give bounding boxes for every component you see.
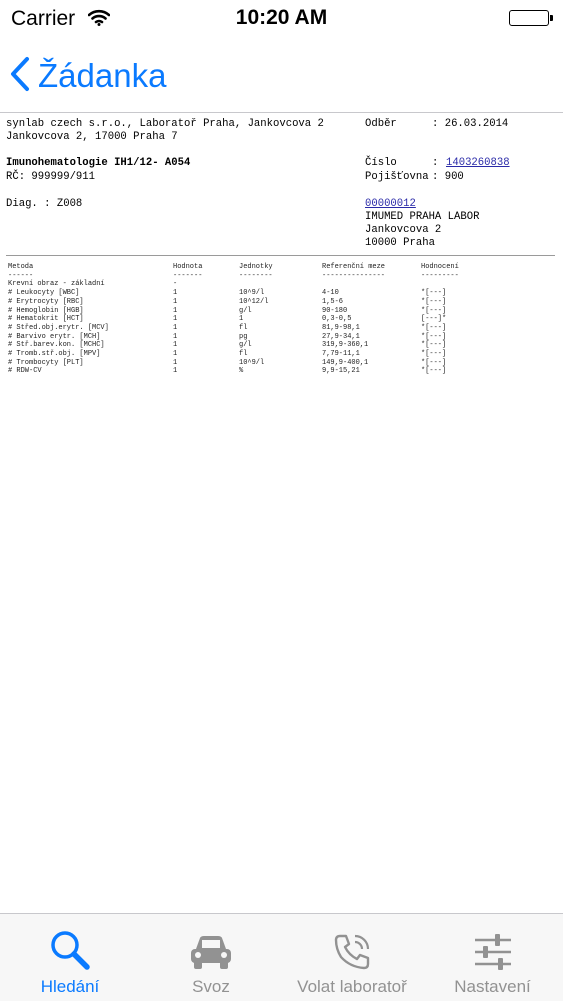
back-label: Žádanka: [38, 57, 167, 94]
result-cell-value: 1: [173, 289, 178, 298]
result-cell-evaluation: *[---]: [421, 306, 447, 315]
result-cell-unit: g/l: [239, 341, 252, 350]
result-cell-reference: 0,3-0,5: [322, 315, 352, 324]
result-cell-method: # Tromb.stř.obj. [MPV]: [8, 350, 101, 358]
request-document: [0, 113, 563, 913]
cislo-link[interactable]: 1403260838: [446, 157, 510, 169]
column-underline: ---------------: [322, 271, 386, 280]
result-cell-evaluation: *[---]: [421, 289, 447, 298]
divider: [6, 255, 555, 256]
car-icon: [187, 914, 235, 972]
carrier-name: Carrier: [11, 7, 76, 30]
column-underline: ------: [8, 271, 34, 280]
result-cell-value: 1: [173, 358, 178, 367]
cislo-colon: :: [432, 157, 439, 169]
result-cell-unit: g/l: [239, 306, 252, 315]
result-cell-reference: 27,9-34,1: [322, 332, 360, 341]
result-cell-method: # Trombocyty [PLT]: [8, 358, 84, 367]
tab-svoz-label: Svoz: [192, 977, 230, 996]
result-cell-method: # Barvivo erytr. [MCH]: [8, 332, 101, 341]
result-cell-method: # RDW-CV: [8, 367, 42, 376]
result-cell-method: # Erytrocyty [RBC]: [8, 297, 84, 306]
result-cell-value: 1: [173, 367, 178, 376]
result-cell-method: # Střed.obj.erytr. [MCV]: [8, 323, 109, 332]
phone-icon: [332, 914, 372, 972]
result-cell-method: # Stř.barev.kon. [MCHC]: [8, 341, 105, 350]
result-cell-value: 1: [173, 297, 178, 306]
tab-svoz[interactable]: [140, 914, 282, 1001]
result-cell-value: 1: [173, 315, 178, 324]
tab-settings-label: Nastavení: [454, 977, 531, 996]
search-icon: [48, 914, 92, 972]
result-cell-unit: 1: [239, 315, 244, 324]
result-cell-unit: 10^9/l: [239, 289, 265, 298]
column-header-unit: Jednotky: [239, 263, 273, 271]
result-cell-value: 1: [173, 332, 178, 341]
result-cell-unit: fl: [239, 350, 248, 358]
battery-icon: [509, 10, 549, 26]
result-cell-reference: 90-180: [322, 306, 348, 315]
result-cell-evaluation: *[---]: [421, 297, 447, 306]
result-cell-method: # Hematokrit [HCT]: [8, 315, 84, 324]
result-cell-value: 1: [173, 350, 178, 358]
cislo-label: Číslo: [365, 157, 397, 169]
group-value: -: [173, 280, 178, 289]
chevron-left-icon: [10, 56, 38, 97]
sliders-icon: [471, 914, 515, 972]
status-bar: [0, 0, 563, 40]
section-title: Imunohematologie IH1/12- A054: [6, 157, 191, 169]
tab-bar: [0, 913, 563, 1001]
result-cell-unit: pg: [239, 332, 248, 341]
column-header-method: Metoda: [8, 263, 34, 271]
result-cell-method: # Leukocyty [WBC]: [8, 289, 80, 298]
result-cell-reference: 149,9-400,1: [322, 358, 369, 367]
column-underline: --------: [239, 271, 273, 280]
navigation-bar: [0, 40, 563, 113]
patient-rc: RČ: 999999/911: [6, 171, 96, 183]
result-cell-evaluation: *[---]: [421, 323, 447, 332]
column-header-evaluation: Hodnocení: [421, 263, 459, 271]
tab-search[interactable]: [0, 914, 140, 1001]
result-cell-reference: 7,79-11,1: [322, 350, 360, 358]
pojistovna-label: Pojišťovna: [365, 171, 429, 183]
sender-street: Jankovcova 2: [365, 224, 442, 236]
result-cell-unit: %: [239, 367, 244, 376]
column-header-reference: Referenční meze: [322, 263, 386, 271]
result-cell-unit: 10^12/l: [239, 297, 269, 306]
diagnosis: Diag. : Z008: [6, 198, 83, 210]
result-cell-evaluation: [---]*: [421, 315, 447, 324]
result-cell-value: 1: [173, 306, 178, 315]
tab-call-lab[interactable]: [282, 914, 422, 1001]
result-cell-reference: 4-10: [322, 289, 339, 298]
sender-city: 10000 Praha: [365, 237, 435, 249]
back-button[interactable]: [10, 48, 166, 104]
result-cell-evaluation: *[---]: [421, 341, 447, 350]
result-cell-evaluation: *[---]: [421, 350, 447, 358]
tab-call-lab-label: Volat laboratoř: [297, 977, 407, 996]
result-cell-reference: 319,9-360,1: [322, 341, 369, 350]
result-cell-unit: fl: [239, 323, 248, 332]
result-cell-reference: 1,5-6: [322, 297, 344, 306]
result-cell-value: 1: [173, 323, 178, 332]
tab-search-label: Hledání: [40, 977, 100, 996]
result-cell-value: 1: [173, 341, 178, 350]
result-cell-evaluation: *[---]: [421, 358, 447, 367]
result-cell-evaluation: *[---]: [421, 367, 447, 376]
sender-code-link[interactable]: 00000012: [365, 198, 416, 210]
result-cell-reference: 81,9-98,1: [322, 323, 360, 332]
odber-label: Odběr: [365, 118, 397, 130]
result-cell-reference: 9,9-15,21: [322, 367, 360, 376]
pojistovna-value: : 900: [432, 171, 464, 183]
result-cell-evaluation: *[---]: [421, 332, 447, 341]
sender-name: IMUMED PRAHA LABOR: [365, 211, 480, 223]
tab-settings[interactable]: [422, 914, 563, 1001]
odber-value: : 26.03.2014: [432, 118, 509, 130]
column-header-value: Hodnota: [173, 263, 203, 271]
result-cell-unit: 10^9/l: [239, 358, 265, 367]
result-cell-method: # Hemoglobin [HGB]: [8, 306, 84, 315]
status-time: 10:20 AM: [235, 6, 328, 29]
column-underline: ---------: [421, 271, 459, 280]
lab-address-line1: synlab czech s.r.o., Laboratoř Praha, Jankovcova 2: [6, 118, 324, 130]
column-underline: -------: [173, 271, 203, 280]
group-label: Krevní obraz - základní: [8, 280, 105, 289]
lab-address-line2: Jankovcova 2, 17000 Praha 7: [6, 131, 178, 143]
